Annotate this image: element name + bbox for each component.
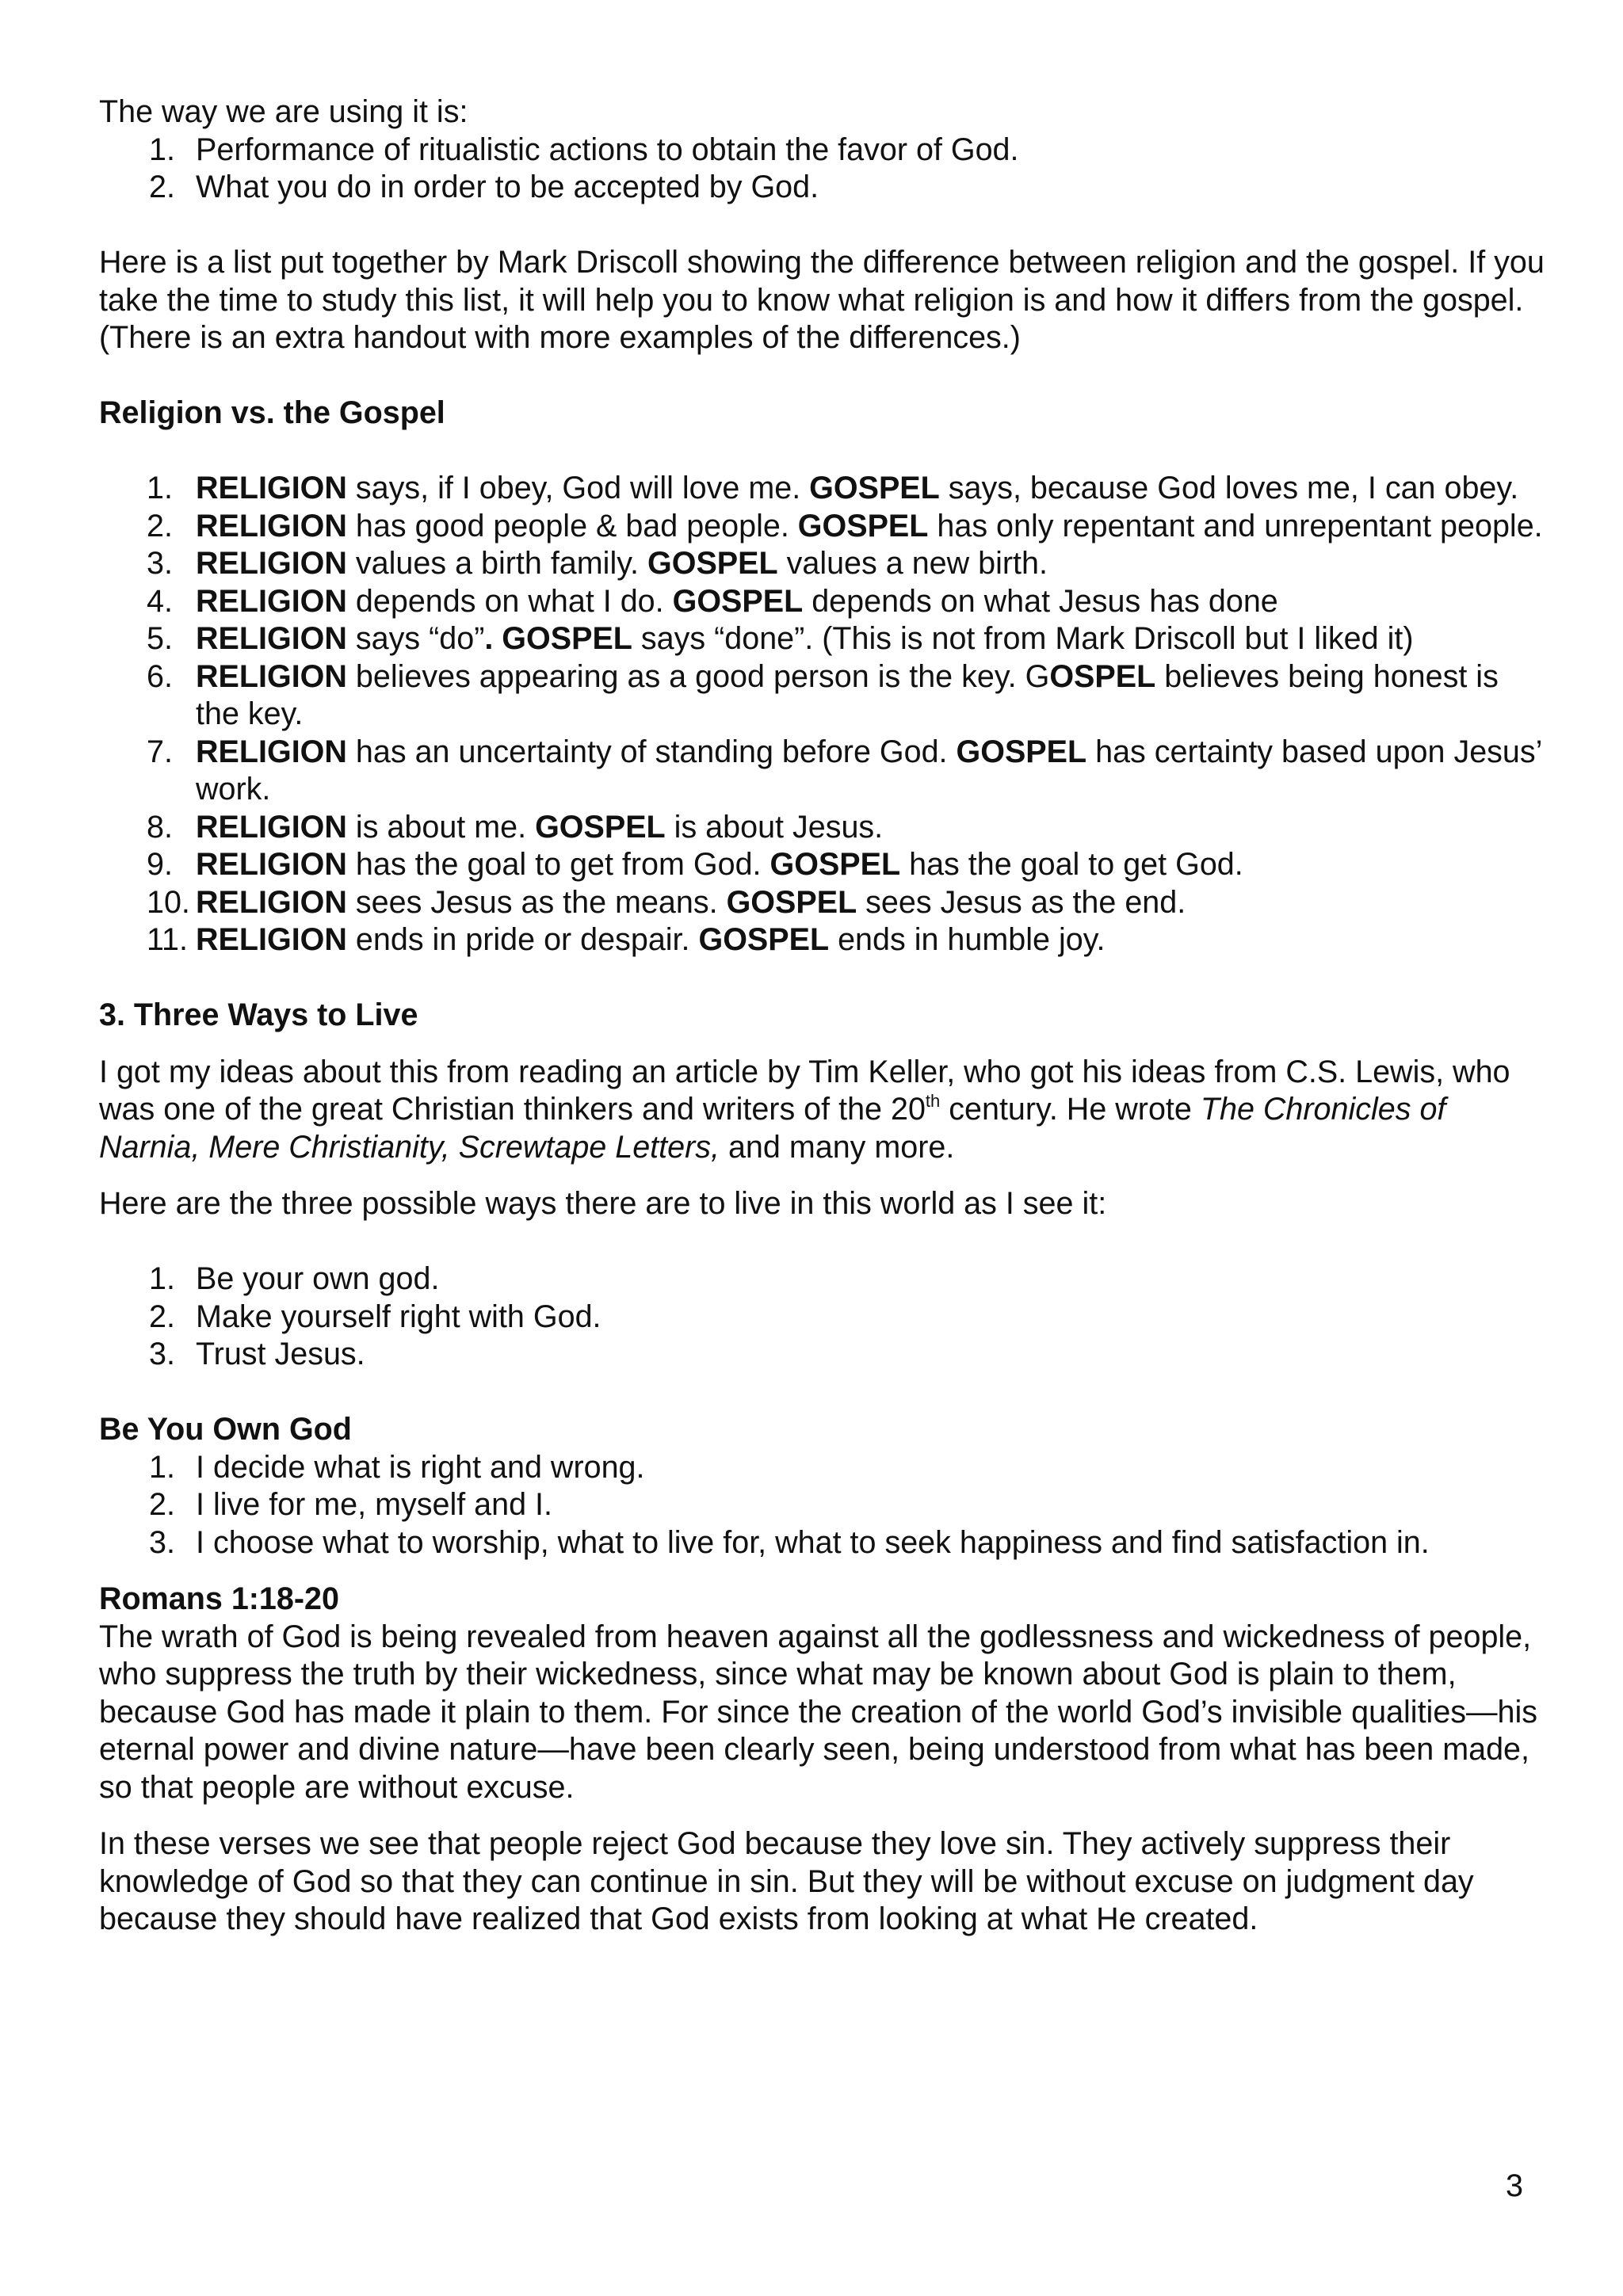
- own-god-list: [99, 1449, 1549, 1562]
- list-item: 2. RELIGION has good people & bad people. GOSPEL has only repentant and unrepentant people.: [147, 508, 1543, 543]
- section-heading-own-god: Be You Own God: [99, 1412, 352, 1447]
- list-item: 9. RELIGION has the goal to get from God. GOSPEL has the goal to get God.: [147, 847, 1243, 882]
- three-ways-list: [99, 1261, 1549, 1374]
- list-item: 7. RELIGION has an uncertainty of standing before God. GOSPEL has certainty based upon Jesus’ work.: [147, 734, 1541, 807]
- list-item: 11. RELIGION ends in pride or despair. GOSPEL ends in humble joy.: [147, 922, 1106, 957]
- list-item: 1. I decide what is right and wrong.: [149, 1449, 645, 1485]
- list-item: 3. I choose what to worship, what to live for, what to seek happiness and find satisfaction in.: [149, 1524, 1430, 1560]
- list-item: 10. RELIGION sees Jesus as the means. GOSPEL sees Jesus as the end.: [147, 884, 1186, 920]
- three-ways-intro: Here are the three possible ways there are to live in this world as I see it:: [99, 1186, 1107, 1221]
- list-item: 3. RELIGION values a birth family. GOSPEL values a new birth.: [147, 546, 1048, 581]
- driscoll-paragraph: Here is a list put together by Mark Driscoll showing the difference between religion and the gospel. If you take the time to study this list, it will help you to know what religion is and how it differs from the gospel. (There is an extra handout with more examples of the differences.): [99, 245, 1545, 355]
- page-number: 3: [1506, 2168, 1523, 2203]
- list-item: 1. Be your own god.: [149, 1261, 440, 1296]
- list-item: 4. RELIGION depends on what I do. GOSPEL depends on what Jesus has done: [147, 583, 1278, 619]
- closing-paragraph: In these verses we see that people reject God because they love sin. They actively suppress their knowledge of God so that they can continue in sin. But they will be without excuse on judgment day because they should have realized that God exists from looking at what He created.: [99, 1826, 1474, 1936]
- list-item: 2. What you do in order to be accepted by God.: [149, 170, 819, 204]
- list-item: 1. Performance of ritualistic actions to obtain the favor of God.: [149, 132, 1019, 167]
- keller-paragraph: I got my ideas about this from reading an article by Tim Keller, who got his ideas from C.S. Lewis, who was one of the great Christian thinkers and writers of the 20th century. He wrote The Chronicles of Narnia, Mere Christianity, Screwtape Letters, and many more.: [99, 1054, 1510, 1165]
- document-page: [99, 93, 1549, 1939]
- intro-list: [99, 132, 1549, 207]
- section-heading-religion-vs-gospel: Religion vs. the Gospel: [99, 395, 445, 430]
- list-item: 6. RELIGION believes appearing as a good person is the key. GOSPEL believes being honest is the key.: [147, 658, 1499, 731]
- list-item: 5. RELIGION says “do”. GOSPEL says “done”. (This is not from Mark Driscoll but I liked it): [147, 621, 1414, 656]
- list-item: 2. I live for me, myself and I.: [149, 1487, 553, 1522]
- section-heading-three-ways: 3. Three Ways to Live: [99, 997, 418, 1032]
- list-item: 8. RELIGION is about me. GOSPEL is about Jesus.: [147, 809, 884, 845]
- intro-line: The way we are using it is:: [99, 94, 468, 129]
- list-item: 1. RELIGION says, if I obey, God will love me. GOSPEL says, because God loves me, I can obey.: [147, 471, 1519, 505]
- romans-text: The wrath of God is being revealed from heaven against all the godlessness and wickedness of people, who suppress the truth by their wickedness, since what may be known about God is plain to them, because God has made it plain to them. For since the creation of the world God’s invisible qualities—his eternal power and divine nature—have been clearly seen, being understood from what has been made, so that people are without excuse.: [99, 1619, 1538, 1805]
- religion-gospel-list: [99, 470, 1549, 959]
- list-item: 3. Trust Jesus.: [149, 1337, 365, 1371]
- section-heading-romans: Romans 1:18-20: [99, 1581, 339, 1616]
- list-item: 2. Make yourself right with God.: [149, 1299, 601, 1334]
